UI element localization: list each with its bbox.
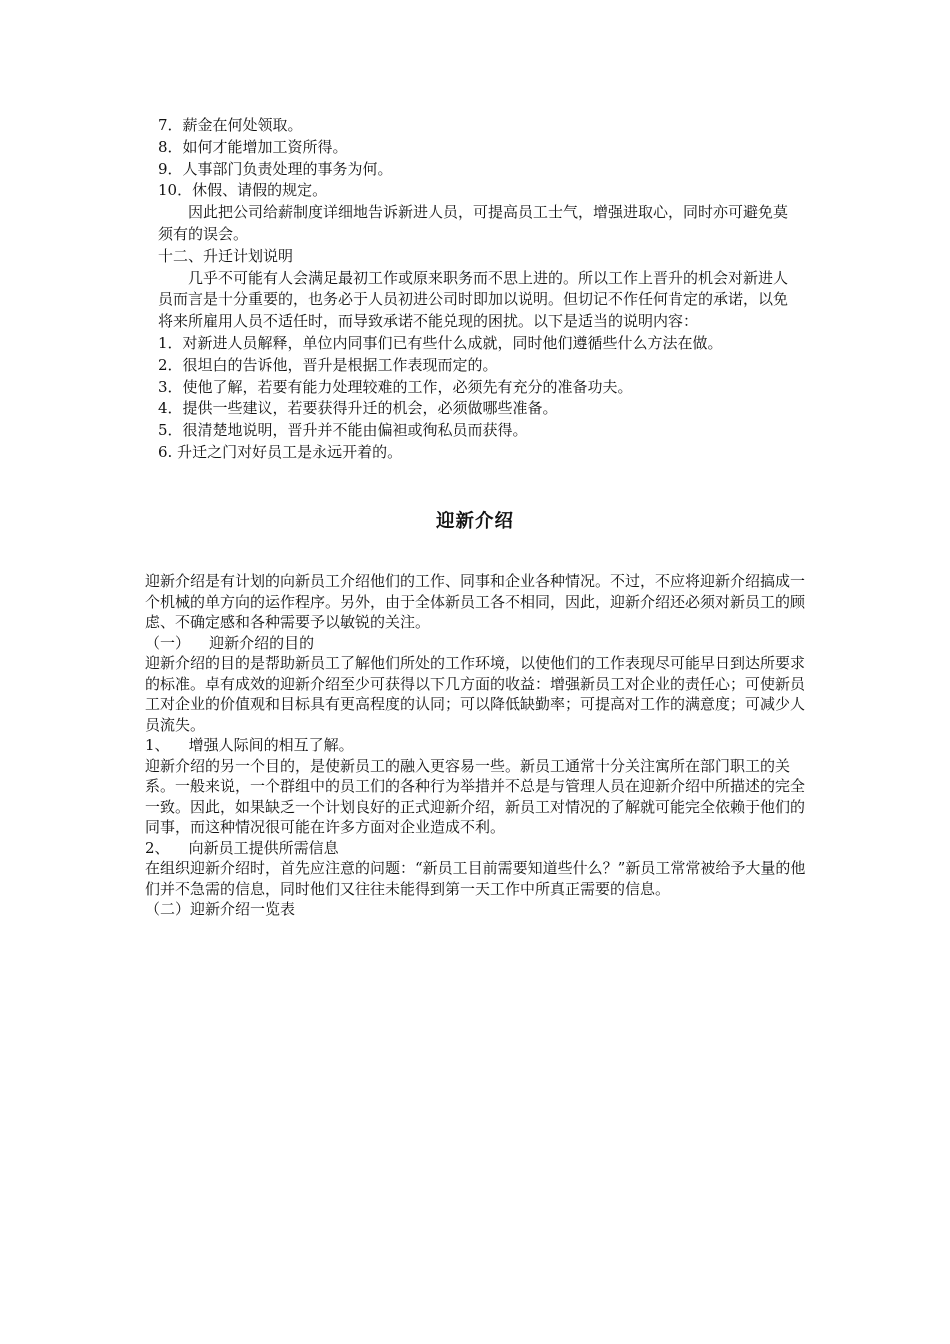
understanding-paragraph: 迎新介绍的另一个目的，是使新员工的融入更容易一些。新员工通常十分关注寓所在部门职工的关系。一般来说，一个群组中的员工们的各种行为举措并不总是与管理人员在迎新介绍中所描述的完全一致。因此，如果缺乏一个计划良好的正式迎新介绍，新员工对情况的了解就可能完全依赖于他们的同事，而这种情况很可能在许多方面对企业造成不利。 (145, 756, 806, 836)
promotion-item: 6. 升迁之门对好员工是永远开着的。 (158, 442, 403, 461)
promotion-item: 3．使他了解，若要有能力处理较难的工作，必须先有充分的准备功夫。 (158, 377, 633, 396)
promotion-paragraph: 几乎不可能有人会满足最初工作或原来职务而不思上进的。所以工作上晋升的机会对新进人员而言是十分重要的，也务必于人员初进公司时即加以说明。但切记不作任何肯定的承诺，以免将来所雇用人员不适任时，而导致承诺不能兑现的困扰。以下是适当的说明内容： (158, 268, 789, 331)
promotion-item: 1．对新进人员解释，单位内同事们已有些什么成就，同时他们遵循些什么方法在做。 (158, 333, 723, 352)
list-item: 7．薪金在何处领取。 (158, 116, 303, 134)
list-item: 9．人事部门负责处理的事务为何。 (158, 159, 393, 178)
orientation-title: 迎新介绍 (435, 511, 514, 532)
promotion-item: 4．提供一些建议，若要获得升迁的机会，必须做哪些准备。 (158, 399, 558, 418)
promotion-item: 2．很坦白的告诉他，晋升是根据工作表现而定的。 (158, 355, 498, 374)
list-item: 10．休假、请假的规定。 (158, 181, 328, 200)
information-paragraph: 在组织迎新介绍时，首先应注意的问题：“新员工目前需要知道些什么？”新员工常常被给予大量的他们并不急需的信息，同时他们又往往未能得到第一天工作中所真正需要的信息。 (145, 859, 806, 898)
orientation-intro-paragraph: 迎新介绍是有计划的向新员工介绍他们的工作、同事和企业各种情况。不过，不应将迎新介绍搞成一个机械的单方向的运作程序。另外，由于全体新员工各不相同，因此，迎新介绍还必须对新员工的顾虑、不确定感和各种需要予以敏锐的关注。 (145, 572, 806, 631)
promotion-item: 5．很清楚地说明，晋升并不能由偏袒或徇私员而获得。 (158, 421, 528, 440)
point-heading-understanding: 1、 增强人际间的相互了解。 (145, 736, 354, 754)
orientation-section (145, 571, 809, 920)
subsection-heading-purpose: （一） 迎新介绍的目的 (145, 633, 315, 652)
point-heading-information: 2、 向新员工提供所需信息 (145, 838, 339, 857)
purpose-paragraph: 迎新介绍的目的是帮助新员工了解他们所处的工作环境，以使他们的工作表现尽可能早日到达所要求的标准。卓有成效的迎新介绍至少可获得以下几方面的收益：增强新员工对企业的责任心；可使新员工对企业的价值观和目标具有更高程度的认同；可以降低缺勤率；可提高对工作的满意度；可减少人员流失。 (145, 654, 806, 734)
section-heading-promotion: 十二、升迁计划说明 (158, 246, 294, 265)
list-item: 8．如何才能增加工资所得。 (158, 137, 348, 156)
subsection-heading-checklist: （二）迎新介绍一览表 (145, 900, 296, 918)
salary-paragraph: 因此把公司给薪制度详细地告诉新进人员，可提高员工士气，增强进取心，同时亦可避免莫须有的误会。 (158, 203, 789, 243)
salary-and-promotion-section (158, 115, 794, 464)
